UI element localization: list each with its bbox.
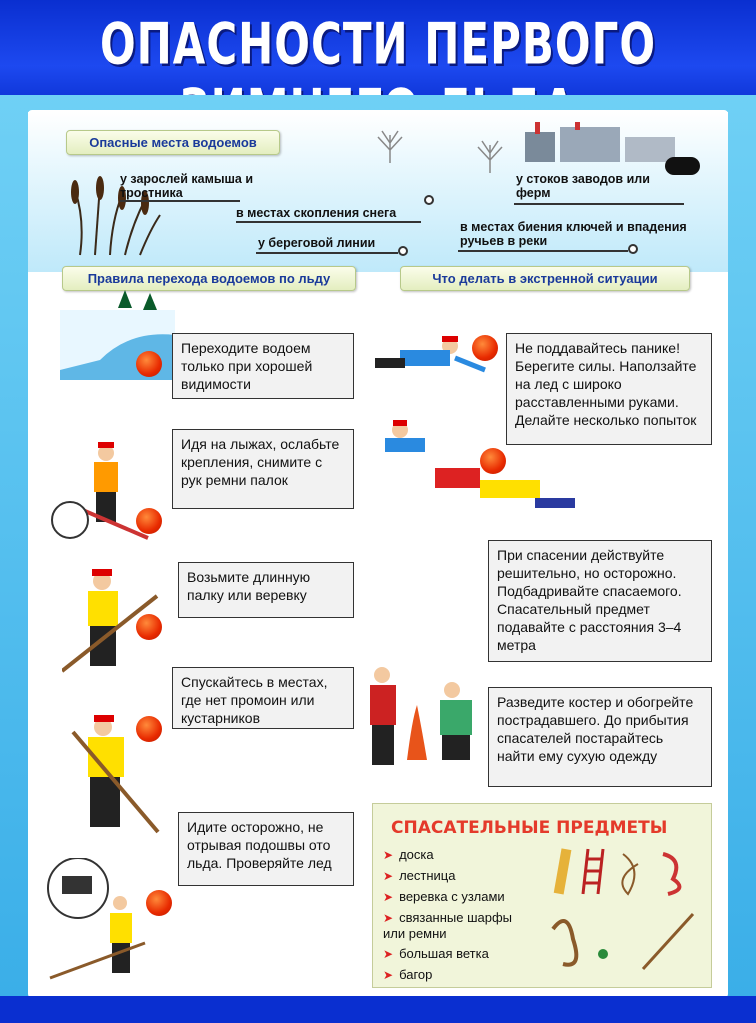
label-drains: у стоков заводов или ферм	[516, 172, 650, 200]
rescue-item-label: веревка с узлами	[399, 889, 505, 904]
rescue-items-title: СПАСАТЕЛЬНЫЕ ПРЕДМЕТЫ	[391, 818, 668, 838]
rescue-item	[383, 967, 432, 983]
arrow-icon: ➤	[383, 890, 394, 904]
rule-marker	[136, 351, 162, 377]
arrow-icon: ➤	[383, 911, 394, 925]
rule-marker	[136, 508, 162, 534]
campfire-illustration	[362, 660, 487, 775]
leader-line	[256, 252, 398, 254]
rescue-item	[383, 889, 505, 905]
emergency-box-3: Разведите костер и обогрейте пострадавшего. До прибытия спасателей постарайтесь найти ему сухую одежду	[488, 687, 712, 787]
arrow-icon: ➤	[383, 869, 394, 883]
arrow-icon: ➤	[383, 947, 394, 961]
leader-line	[236, 221, 421, 223]
bottom-band	[0, 996, 756, 1023]
label-shore: у береговой линии	[258, 236, 376, 250]
rule-box-4: Спускайтесь в местах, где нет промоин или кустарников	[172, 667, 354, 729]
arrow-icon: ➤	[383, 848, 394, 862]
emergency-heading: Что делать в экстренной ситуации	[400, 266, 690, 291]
poster-title: ОПАСНОСТИ ПЕРВОГО	[99, 10, 657, 77]
emergency-box-1: Не поддавайтесь панике! Берегите силы. Наползайте на лед с широко расставленными руками. Делайте несколько попыток	[506, 333, 712, 445]
dangerous-places-heading: Опасные места водоемов	[66, 130, 280, 155]
rule-box-5: Идите осторожно, не отрывая подошвы ото льда. Проверяйте лед	[178, 812, 354, 886]
marker-dot	[424, 195, 434, 205]
leader-line	[514, 203, 684, 205]
walking-on-ice-illustration	[40, 858, 150, 983]
rescue-items-panel	[372, 803, 712, 988]
leader-line	[120, 200, 240, 202]
rescue-item	[383, 847, 434, 863]
rule-marker	[136, 716, 162, 742]
emergency-marker	[480, 448, 506, 474]
rescue-item	[383, 946, 489, 962]
label-reeds: у зарослей камыша и тростника	[120, 172, 254, 200]
rescue-items-illustration	[543, 839, 708, 979]
rule-marker	[136, 614, 162, 640]
rule-box-1: Переходите водоем только при хорошей видимости	[172, 333, 354, 399]
emergency-marker	[472, 335, 498, 361]
rule-box-2: Идя на лыжах, ослабьте крепления, снимите с рук ремни палок	[172, 429, 354, 509]
leader-line	[458, 250, 628, 252]
marker-dot	[398, 246, 408, 256]
arrow-icon: ➤	[383, 968, 394, 982]
label-springs: в местах биения ключей и впадения ручьев в реки	[460, 220, 687, 248]
rules-heading: Правила перехода водоемов по льду	[62, 266, 356, 291]
rescue-item-label: багор	[399, 967, 433, 982]
rescue-item	[383, 910, 533, 941]
rescue-item-label: доска	[399, 847, 434, 862]
rescue-item	[383, 868, 455, 884]
rescue-item-label: большая ветка	[399, 946, 489, 961]
rule-box-3: Возьмите длинную палку или веревку	[178, 562, 354, 618]
rescue-item-label: лестница	[399, 868, 456, 883]
bush-icon	[370, 125, 410, 165]
crawling-person-illustration	[370, 330, 490, 390]
label-snow: в местах скопления снега	[236, 206, 397, 220]
emergency-box-2: При спасении действуйте решительно, но осторожно. Подбадривайте спасаемого. Спасательный предмет подавайте с расстояния 3–4 метра	[488, 540, 712, 662]
rule-marker	[146, 890, 172, 916]
rescue-item-label: связанные шарфы или ремни	[383, 910, 513, 941]
marker-dot	[628, 244, 638, 254]
bush-icon	[470, 135, 510, 175]
